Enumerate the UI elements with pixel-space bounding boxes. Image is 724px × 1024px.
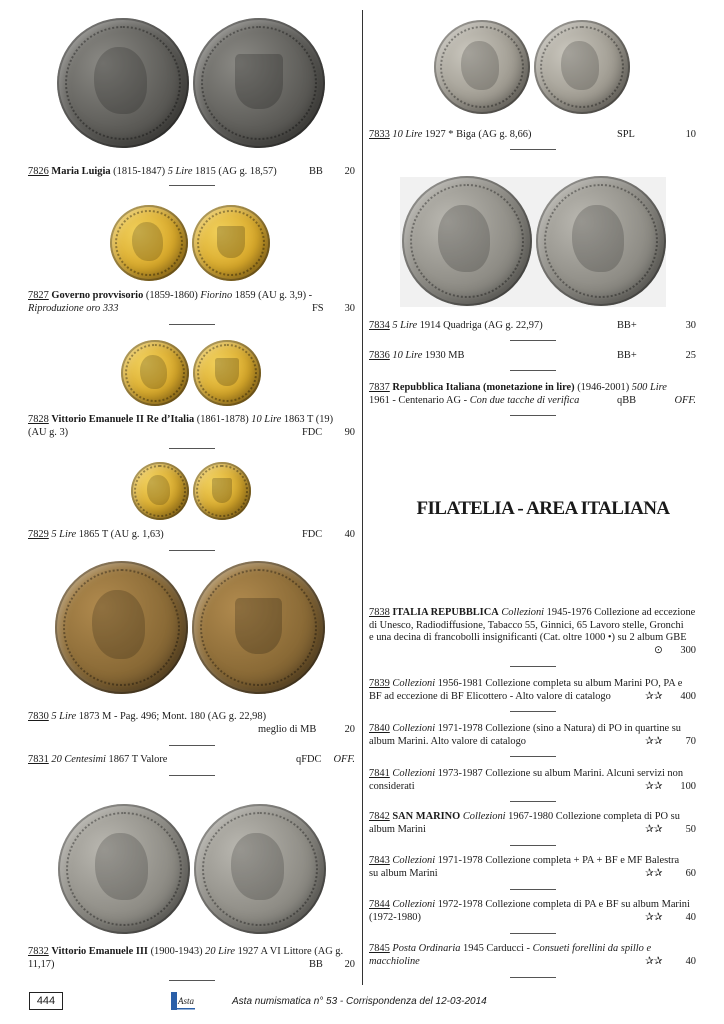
coin-obverse xyxy=(131,462,189,520)
lot-7844: 7844 Collezioni 1972-1978 Collezione completa di PA e BF su album Marini (1972-1980) ✰✰ 40 xyxy=(369,899,696,923)
coin-reverse xyxy=(193,18,325,148)
coin-obverse xyxy=(434,20,530,114)
section-title: FILATELIA - AREA ITALIANA xyxy=(416,498,670,519)
separator xyxy=(510,340,556,341)
separator xyxy=(510,801,556,802)
coin-image-7833 xyxy=(434,20,630,114)
separator xyxy=(169,550,215,551)
coin-obverse xyxy=(110,205,188,281)
lot-7826: 7826 Maria Luigia (1815-1847) 5 Lire 1815 (AG g. 18,57) BB 20 xyxy=(28,166,355,177)
lot-7837: 7837 Repubblica Italiana (monetazione in lire) (1946-2001) 500 Lire 1961 - Centenario AG - Con due tacche di verifica qBB OFF. xyxy=(369,382,696,406)
coin-image-7832 xyxy=(58,804,326,934)
lot-7828: 7828 Vittorio Emanuele II Re d’Italia (1861-1878) 10 Lire 1863 T (19) (AU g. 3) FDC 90 xyxy=(28,414,355,438)
coin-obverse xyxy=(57,18,189,148)
separator xyxy=(169,448,215,449)
lot-7834: 7834 5 Lire 1914 Quadriga (AG g. 22,97) BB+ 30 xyxy=(369,320,696,331)
coin-image-7834 xyxy=(402,176,666,306)
asta-logo xyxy=(170,990,196,1014)
lot-7832: 7832 Vittorio Emanuele III (1900-1943) 20 Lire 1927 A VI Littore (AG g. 11,17) BB 20 xyxy=(28,946,355,970)
separator xyxy=(510,889,556,890)
lot-7845: 7845 Posta Ordinaria 1945 Carducci - Consueti forellini da spillo e macchioline ✰✰ 40 xyxy=(369,943,696,967)
coin-image-7828 xyxy=(121,340,261,406)
separator xyxy=(510,756,556,757)
lot-7831: 7831 20 Centesimi 1867 T Valore qFDC OFF. xyxy=(28,754,355,765)
lot-7840: 7840 Collezioni 1971-1978 Collezione (sino a Natura) di PO in quartine su album Marini. Alto valore di catalogo ✰✰ 70 xyxy=(369,723,696,747)
lot-7830: 7830 5 Lire 1873 M - Pag. 496; Mont. 180 (AG g. 22,98) meglio di MB 20 xyxy=(28,711,355,735)
coin-image-7830 xyxy=(55,561,325,694)
lot-7842: 7842 SAN MARINO Collezioni 1967-1980 Collezione completa di PO su album Marini ✰✰ 50 xyxy=(369,811,696,835)
separator xyxy=(169,775,215,776)
coin-reverse xyxy=(192,561,325,694)
coin-reverse xyxy=(192,205,270,281)
coin-reverse xyxy=(534,20,630,114)
separator xyxy=(169,324,215,325)
coin-image-7829 xyxy=(131,462,251,520)
coin-obverse xyxy=(402,176,532,306)
lot-7836: 7836 10 Lire 1930 MB BB+ 25 xyxy=(369,350,696,361)
lot-7839: 7839 Collezioni 1956-1981 Collezione completa su album Marini PO, PA e BF ad eccezione di BF Elicottero - Alto valore di catalogo ✰✰ 400 xyxy=(369,678,696,702)
coin-image-7827 xyxy=(110,205,270,281)
lot-7827: 7827 Governo provvisorio (1859-1860) Fiorino 1859 (AU g. 3,9) - Riproduzione oro 333 FS 30 xyxy=(28,290,355,314)
lot-7833: 7833 10 Lire 1927 * Biga (AG g. 8,66) SPL 10 xyxy=(369,129,696,140)
lot-7841: 7841 Collezioni 1973-1987 Collezione su album Marini. Alcuni servizi non considerati ✰✰ 100 xyxy=(369,768,696,792)
coin-obverse xyxy=(55,561,188,694)
coin-reverse xyxy=(193,462,251,520)
coin-reverse xyxy=(194,804,326,934)
svg-text:Asta: Asta xyxy=(178,996,195,1006)
coin-reverse xyxy=(193,340,261,406)
separator xyxy=(510,845,556,846)
separator xyxy=(169,185,215,186)
lot-7843: 7843 Collezioni 1971-1978 Collezione completa + PA + BF e MF Balestra su album Marini ✰✰ 60 xyxy=(369,855,696,879)
coin-image-7826 xyxy=(57,18,325,148)
separator xyxy=(169,745,215,746)
separator xyxy=(510,711,556,712)
separator xyxy=(510,933,556,934)
separator xyxy=(510,370,556,371)
lot-7838: 7838 ITALIA REPUBBLICA Collezioni 1945-1976 Collezione ad eccezione di Unesco, Radiodiffusione, Tabacco 55, Ginnici, 65 Lavoro stelle, Gronchi e una decina di francobolli insignificanti (Cat. oltre 1000 •) su 2 album GBE ⊙ 300 xyxy=(369,607,696,656)
separator xyxy=(169,980,215,981)
footer-text: Asta numismatica n° 53 - Corrispondenza del 12-03-2014 xyxy=(232,996,487,1007)
coin-obverse xyxy=(121,340,189,406)
separator xyxy=(510,977,556,978)
separator xyxy=(510,415,556,416)
separator xyxy=(510,149,556,150)
column-divider xyxy=(362,10,363,985)
lot-7829: 7829 5 Lire 1865 T (AU g. 1,63) FDC 40 xyxy=(28,529,355,540)
separator xyxy=(510,666,556,667)
coin-obverse xyxy=(58,804,190,934)
page-number: 444 xyxy=(29,992,63,1010)
coin-reverse xyxy=(536,176,666,306)
